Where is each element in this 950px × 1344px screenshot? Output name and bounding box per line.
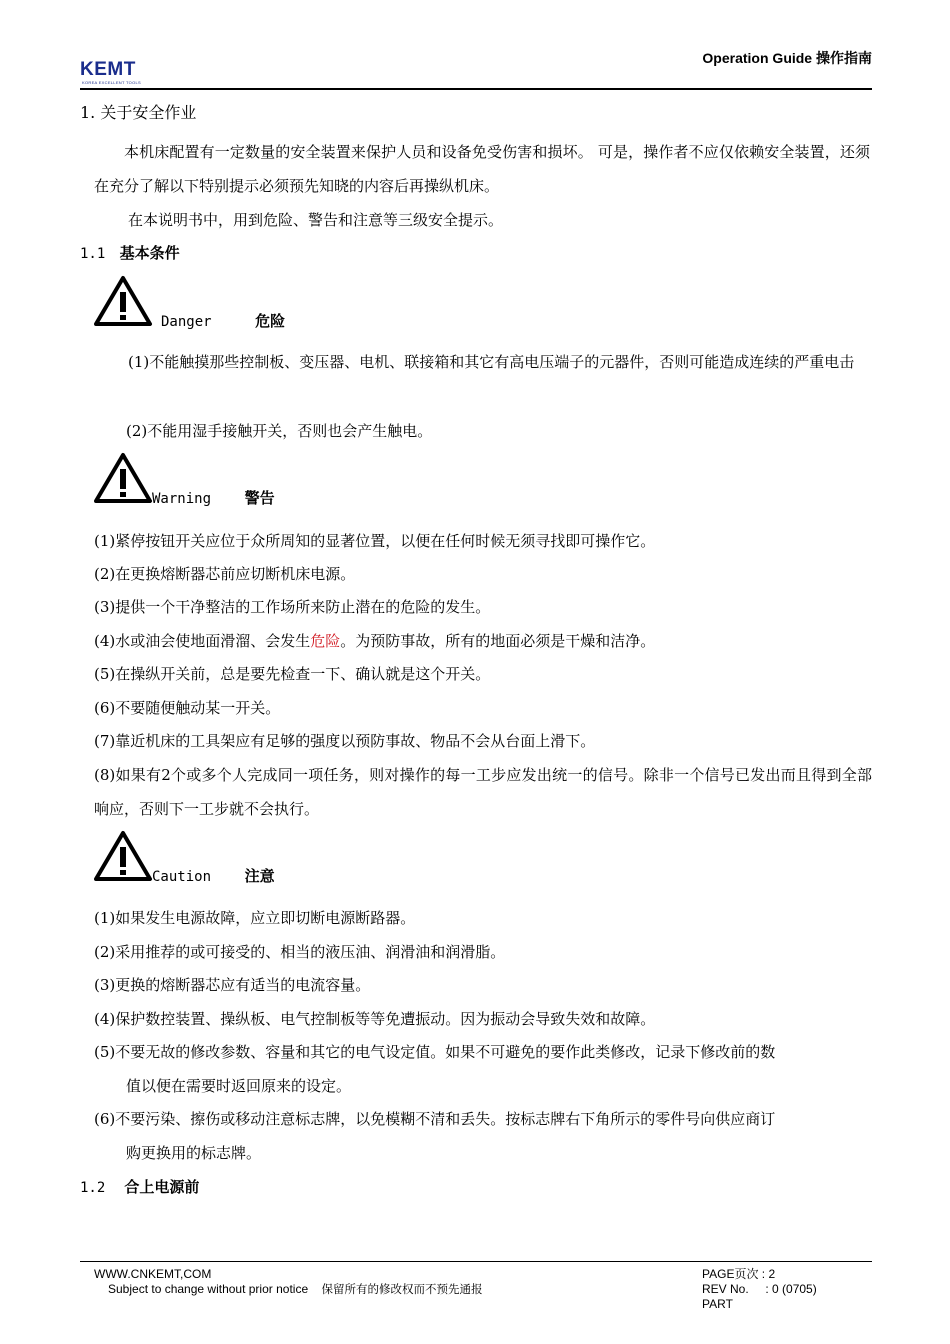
danger-item-1: (1)不能触摸那些控制板、变压器、电机、联接箱和其它有高电压端子的元器件，否则可能造成连续的严重电击 [128,353,855,371]
warning-label [152,488,275,509]
caution-item-2: (2)采用推荐的或可接受的、相当的液压油、润滑油和润滑脂。 [94,943,506,961]
footer-website: WWW.CNKEMT,COM [94,1267,212,1281]
footer-part: PART [702,1297,733,1311]
warning-item-2: (2)在更换熔断器芯前应切断机床电源。 [94,565,356,583]
warning-item-4-text-end: 。为预防事故，所有的地面必须是干燥和洁净。 [340,632,656,650]
danger-item-2: (2)不能用湿手接触开关，否则也会产生触电。 [126,422,433,440]
logo-tagline: KOREA EXCELLENT TOOLS [82,80,141,85]
warning-item-7: (7)靠近机床的工具架应有足够的强度以预防事故、物品不会从台面上滑下。 [94,732,596,750]
danger-label-en: Danger [161,314,212,330]
footer-rev-value: : 0 (0705) [765,1282,817,1296]
footer-notice-en: Subject to change without prior notice [108,1282,309,1296]
company-logo: KEMT [80,59,136,80]
subsection-number: 1.2 [80,1180,106,1196]
warning-item-4 [94,631,655,651]
caution-label [152,866,275,887]
warning-label-cn: 警告 [244,489,275,507]
footer-rule [80,1261,872,1262]
danger-highlight: 危险 [310,632,341,650]
caution-item-4: (4)保护数控装置、操纵板、电气控制板等等免遭振动。因为振动会导致失效和故障。 [94,1010,656,1028]
subsection-title: 合上电源前 [124,1178,200,1196]
subsection-title: 基本条件 [119,244,180,262]
caution-item-1: (1)如果发生电源故障，应立即切断电源断路器。 [94,909,416,927]
warning-item-4-text: (4)水或油会使地面滑溜、会发生 [94,632,311,650]
footer-page-number: PAGE页次 : 2 [702,1267,776,1281]
caution-item-5-cont: 值以便在需要时返回原来的设定。 [126,1077,352,1095]
warning-item-8: (8)如果有2个或多个人完成同一项任务，则对操作的每一工步应发出统一的信号。除非一个信号已发出而且得到全部响应，否则下一工步就不会执行。 [94,766,872,818]
caution-item-5: (5)不要无故的修改参数、容量和其它的电气设定值。如果不可避免的要作此类修改，记录下修改前的数 [94,1043,776,1061]
footer-rev-label: REV No. [702,1282,749,1296]
subsection-heading-1-2 [80,1177,199,1198]
footer-revision [702,1282,817,1296]
caution-item-6: (6)不要污染、擦伤或移动注意标志牌，以免模糊不清和丢失。按标志牌右下角所示的零件号向供应商订 [94,1110,776,1128]
intro-paragraph: 本机床配置有一定数量的安全装置来保护人员和设备免受伤害和损坏。 可是，操作者不应仅依赖安全装置，还须在充分了解以下特别提示必须预先知晓的内容后再操纵机床。 [94,143,870,195]
header-rule [80,88,872,90]
warning-triangle-icon [93,451,153,505]
document-title: Operation Guide 操作指南 [702,50,872,66]
danger-label-cn: 危险 [255,312,286,330]
caution-warning-triangle-icon [93,829,153,883]
danger-warning-triangle-icon [93,274,153,328]
warning-item-6: (6)不要随便触动某一开关。 [94,699,281,717]
caution-label-en: Caution [152,869,212,885]
caution-label-cn: 注意 [244,867,275,885]
danger-label [161,311,285,332]
footer-notice [108,1282,482,1296]
subsection-number: 1.1 [80,246,106,262]
footer-notice-cn: 保留所有的修改权而不预先通报 [321,1282,483,1296]
section-heading: 1. 关于安全作业 [80,103,197,122]
subsection-heading-1-1 [80,243,180,264]
warning-label-en: Warning [152,491,212,507]
caution-item-6-cont: 购更换用的标志牌。 [126,1144,262,1162]
warning-item-1: (1)紧停按钮开关应位于众所周知的显著位置，以便在任何时候无须寻找即可操作它。 [94,532,656,550]
caution-item-3: (3)更换的熔断器芯应有适当的电流容量。 [94,976,371,994]
warning-item-5: (5)在操纵开关前，总是要先检查一下、确认就是这个开关。 [94,665,491,683]
intro-paragraph-2: 在本说明书中，用到危险、警告和注意等三级安全提示。 [128,211,504,229]
warning-item-3: (3)提供一个干净整洁的工作场所来防止潜在的危险的发生。 [94,598,491,616]
